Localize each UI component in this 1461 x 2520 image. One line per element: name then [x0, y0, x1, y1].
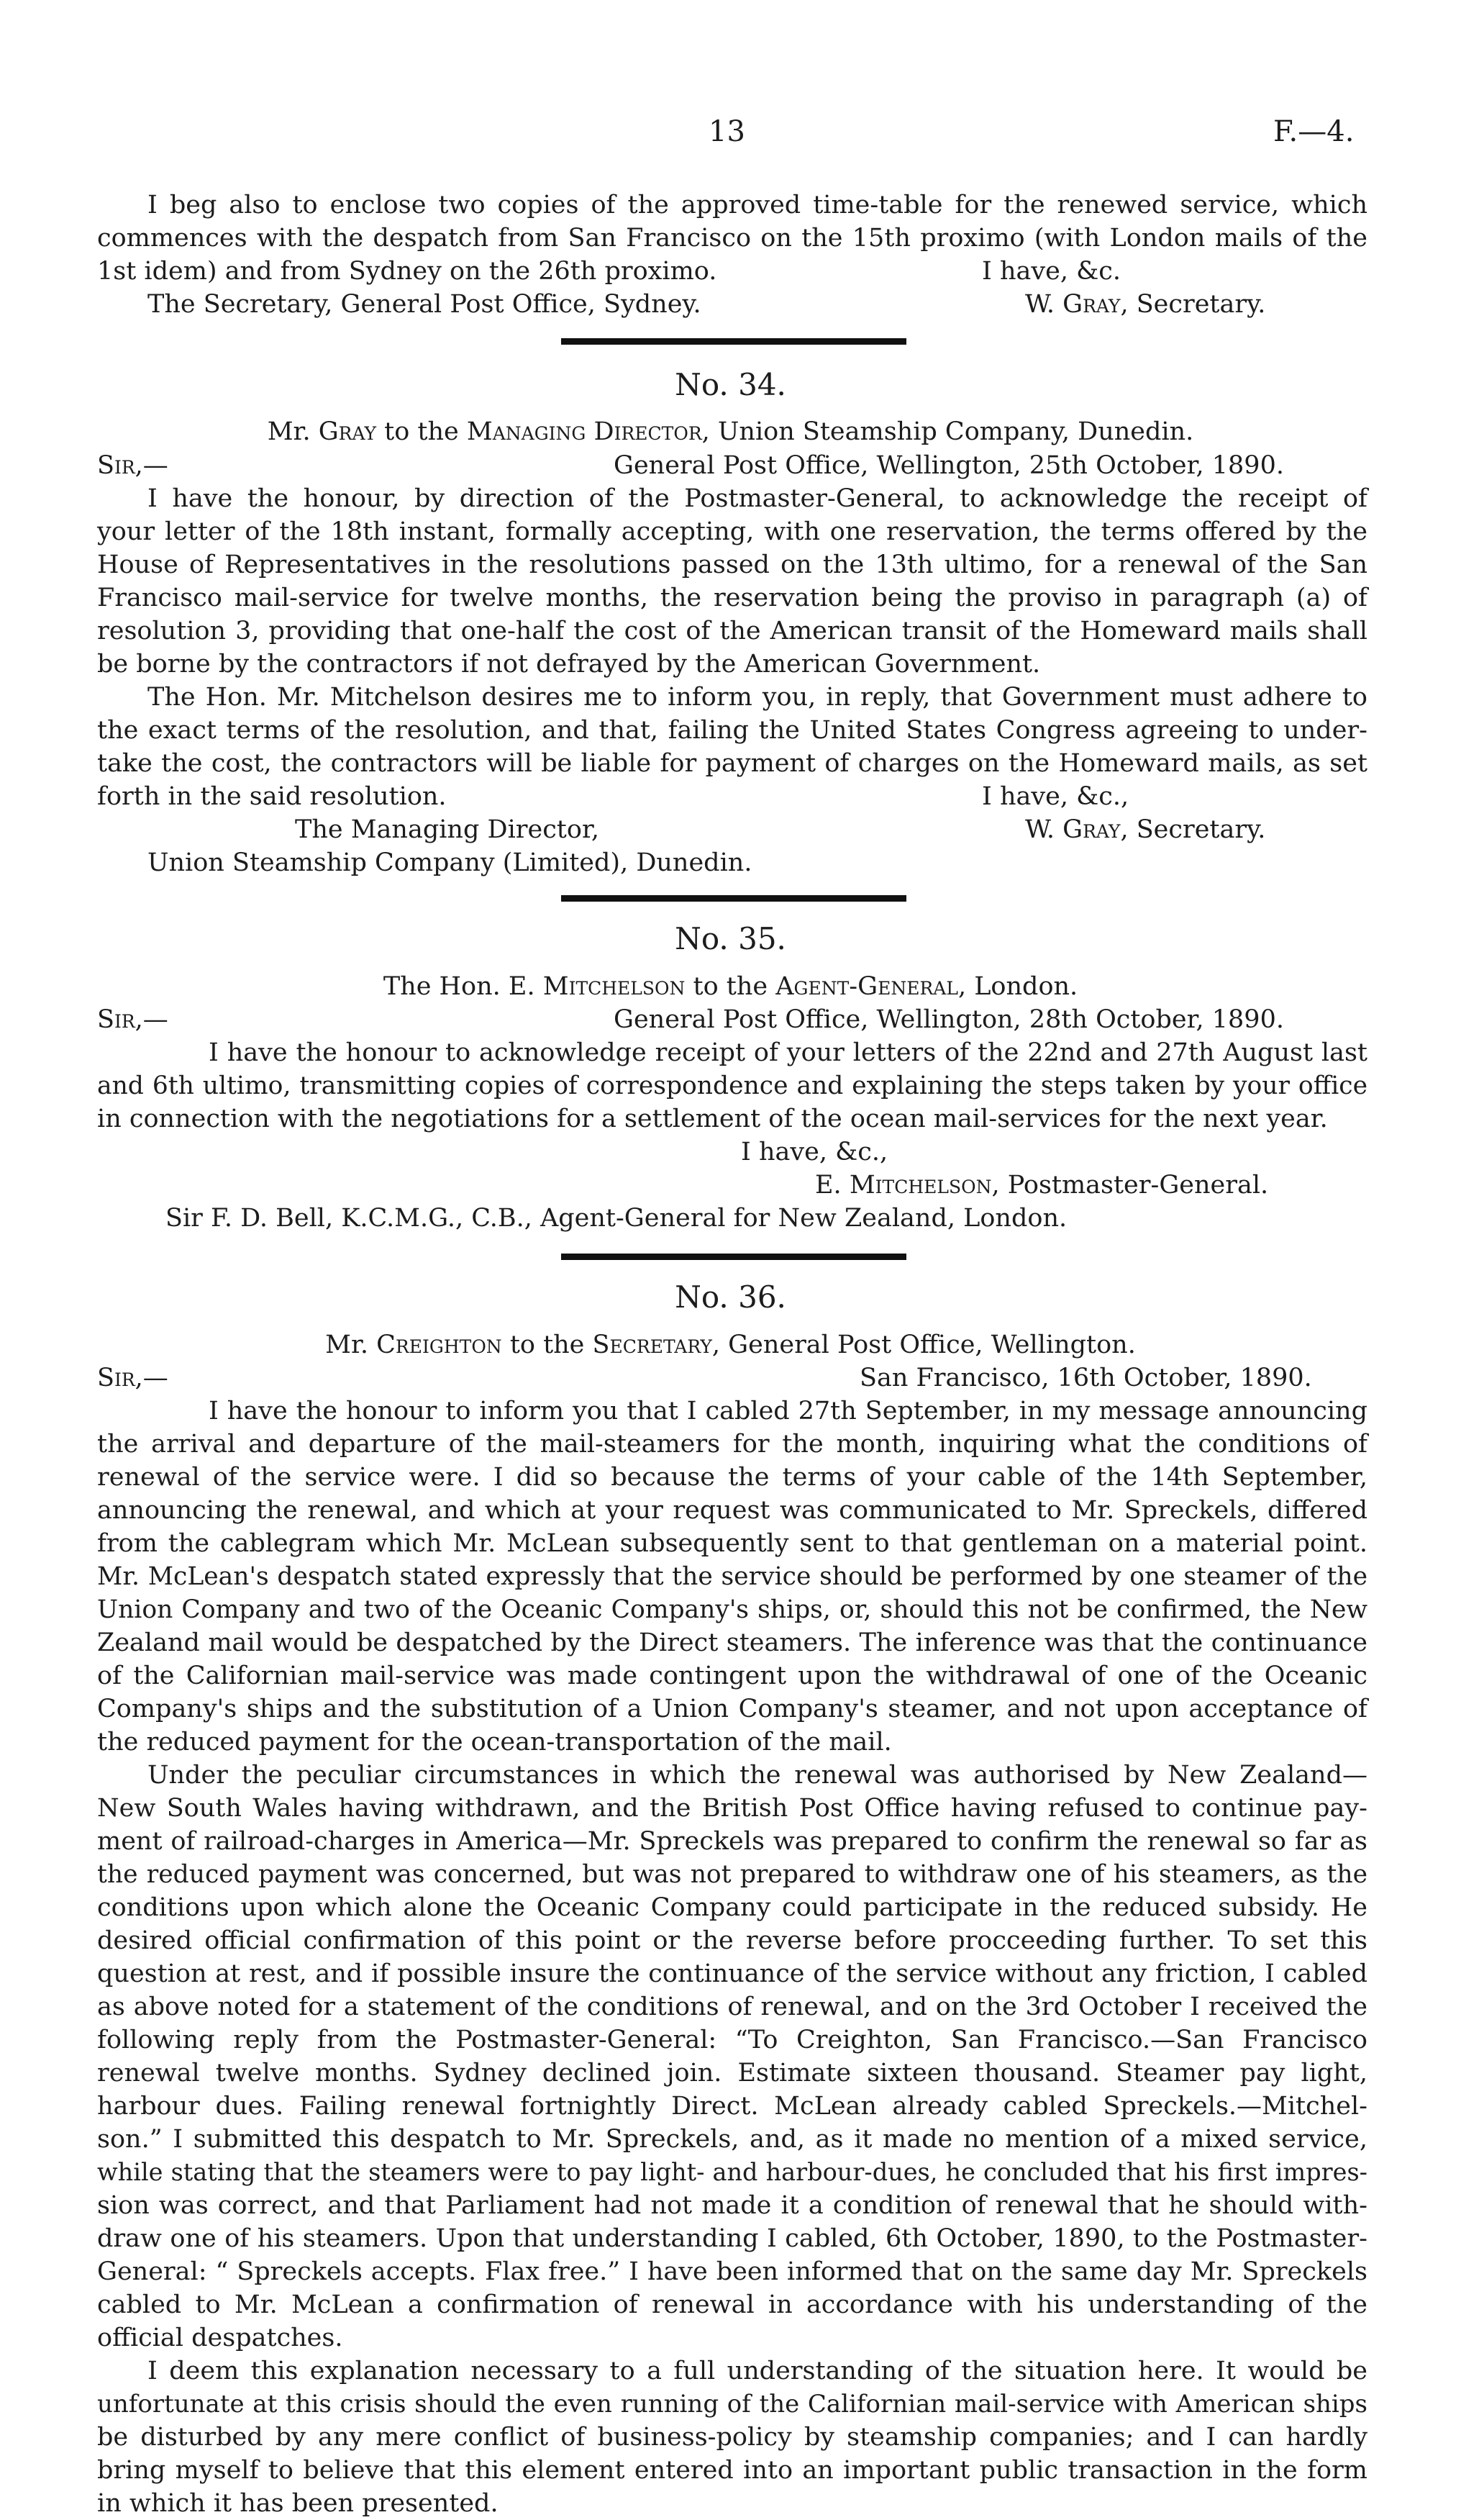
- text-line: 1st idem) and from Sydney on the 26th proximo.: [97, 257, 717, 286]
- text-line: announcing the renewal, and which at your request was communicated to Mr. Spreckels, differed: [97, 1496, 1367, 1525]
- text-line: I beg also to enclose two copies of the approved time-table for the renewed service, which: [147, 191, 1367, 219]
- text-line: take the cost, the contractors will be liable for payment of charges on the Homeward mails, as set: [97, 749, 1367, 778]
- text-line: I deem this explanation necessary to a full understanding of the situation here. It would be: [147, 2357, 1367, 2385]
- text-line: unfortunate at this crisis should the even running of the Californian mail-service with American ships: [97, 2390, 1367, 2419]
- letter-paragraph: [97, 681, 1367, 813]
- signature-title: , Secretary.: [1120, 290, 1266, 319]
- letter-from-to: The Hon. E. Mitchelson to the Agent-General, London.: [383, 972, 1078, 1001]
- letter-paragraph: [97, 482, 1367, 681]
- letter-paragraph: [97, 2354, 1367, 2520]
- letter-number: No. 34.: [675, 367, 786, 402]
- addressee: Union Steamship Company (Limited), Dunedin.: [147, 848, 752, 877]
- text-line: renewal twelve months. Sydney declined join. Estimate sixteen thousand. Steamer pay light,: [97, 2059, 1367, 2088]
- continuation-paragraph: [97, 189, 1367, 288]
- closing-phrase: I have, &c.: [982, 257, 1121, 286]
- text-line: following reply from the Postmaster-General: “To Creighton, San Francisco.—San Francisco: [97, 2026, 1367, 2054]
- text-line: conditions upon which alone the Oceanic Company could participate in the reduced subsidy. He: [97, 1893, 1367, 1922]
- text-line: question at rest, and if possible insure the continuance of the service without any friction, I cabled: [97, 1959, 1367, 1988]
- signature-title: , Postmaster-General.: [991, 1171, 1269, 1200]
- text-line: Francisco mail-service for twelve months, the reservation being the proviso in paragraph (a) of: [97, 584, 1367, 612]
- text-line: the exact terms of the resolution, and that, failing the United States Congress agreeing to under-: [97, 716, 1367, 745]
- text-line: resolution 3, providing that one-half the cost of the American transit of the Homeward mails shall: [97, 617, 1367, 645]
- text-line: of the Californian mail-service was made contingent upon the withdrawal of one of the Oceanic: [97, 1662, 1367, 1690]
- text-line: son.” I submitted this despatch to Mr. Spreckels, and, as it made no mention of a mixed service,: [97, 2125, 1367, 2154]
- text-line: General: “ Spreckels accepts. Flax free.” I have been informed that on the same day Mr. Spreckels: [97, 2257, 1367, 2286]
- letter-number: No. 36.: [675, 1279, 786, 1315]
- salutation: Sir,—: [97, 1364, 168, 1392]
- text-line: Mr. McLean's despatch stated expressly that the service should be performed by one steamer of the: [97, 1562, 1367, 1591]
- text-line: renewal of the service were. I did so because the terms of your cable of the 14th September,: [97, 1463, 1367, 1492]
- letter-paragraph: [97, 1395, 1367, 1759]
- letter-paragraph: [97, 1036, 1367, 1136]
- text-line: sion was correct, and that Parliament had not made it a condition of renewal that he should with-: [97, 2191, 1367, 2220]
- text-line: Company's ships and the substitution of a Union Company's steamer, and not upon acceptance of: [97, 1695, 1367, 1723]
- signature: [1025, 813, 1265, 846]
- addressee: The Managing Director,: [295, 815, 599, 844]
- place-date: General Post Office, Wellington, 25th October, 1890.: [614, 451, 1284, 480]
- section-divider: [561, 338, 906, 345]
- signature-prefix: E.: [815, 1171, 850, 1200]
- text-line: the arrival and departure of the mail-steamers for the month, inquiring what the conditions of: [97, 1430, 1367, 1459]
- salutation: Sir,—: [97, 451, 168, 480]
- text-line: Under the peculiar circumstances in which the renewal was authorised by New Zealand—: [147, 1761, 1367, 1790]
- text-line: harbour dues. Failing renewal fortnightly Direct. McLean already cabled Spreckels.—Mitchel-: [97, 2092, 1367, 2121]
- text-line: forth in the said resolution.: [97, 782, 447, 811]
- addressee: The Secretary, General Post Office, Sydney.: [147, 290, 701, 319]
- text-line: bring myself to believe that this element entered into an important public transaction in the form: [97, 2456, 1367, 2485]
- text-line: the reduced payment for the ocean-transportation of the mail.: [97, 1728, 892, 1757]
- text-line: Zealand mail would be despatched by the Direct steamers. The inference was that the continuance: [97, 1628, 1367, 1657]
- letter-number: No. 35.: [675, 921, 786, 956]
- text-line: I have the honour to inform you that I cabled 27th September, in my message announcing: [209, 1397, 1367, 1426]
- text-line: Union Company and two of the Oceanic Company's ships, or, should this not be confirmed, the New: [97, 1595, 1367, 1624]
- text-line: House of Representatives in the resolutions passed on the 13th ultimo, for a renewal of the San: [97, 550, 1367, 579]
- text-line: The Hon. Mr. Mitchelson desires me to inform you, in reply, that Government must adhere to: [147, 683, 1367, 712]
- text-line: in which it has been presented.: [97, 2489, 499, 2518]
- text-line: as above noted for a statement of the conditions of renewal, and on the 3rd October I received the: [97, 1993, 1367, 2021]
- document-reference: F.—4.: [1273, 115, 1355, 148]
- closing-phrase: I have, &c.,: [741, 1138, 888, 1166]
- signature: [815, 1169, 1268, 1202]
- text-line: your letter of the 18th instant, formally accepting, with one reservation, the terms offered by the: [97, 517, 1367, 546]
- text-line: New South Wales having withdrawn, and the British Post Office having refused to continue pay-: [97, 1794, 1367, 1823]
- letter-paragraph: [97, 1759, 1367, 2354]
- letter-from-to: Mr. Creighton to the Secretary, General Post Office, Wellington.: [325, 1331, 1136, 1359]
- text-line: commences with the despatch from San Francisco on the 15th proximo (with London mails of the: [97, 224, 1367, 253]
- place-date: San Francisco, 16th October, 1890.: [860, 1364, 1312, 1392]
- text-line: I have the honour, by direction of the Postmaster-General, to acknowledge the receipt of: [147, 484, 1367, 513]
- text-line: and 6th ultimo, transmitting copies of correspondence and explaining the steps taken by your office: [97, 1071, 1367, 1100]
- addressee: Sir F. D. Bell, K.C.M.G., C.B., Agent-General for New Zealand, London.: [165, 1204, 1068, 1233]
- text-line: cabled to Mr. McLean a confirmation of renewal in accordance with his understanding of the: [97, 2290, 1367, 2319]
- text-line: draw one of his steamers. Upon that understanding I cabled, 6th October, 1890, to the Postmaster-: [97, 2224, 1367, 2253]
- closing-phrase: I have, &c.,: [982, 782, 1129, 811]
- salutation: Sir,—: [97, 1005, 168, 1034]
- text-line: the reduced payment was concerned, but was not prepared to withdraw one of his steamers, as the: [97, 1860, 1367, 1889]
- signature-name: W. Gray: [1025, 815, 1121, 844]
- signature-name: W. Gray: [1025, 290, 1121, 319]
- text-line: desired official confirmation of this point or the reverse before procceeding further. To set this: [97, 1926, 1367, 1955]
- signature: [1025, 288, 1265, 321]
- text-line: from the cablegram which Mr. McLean subsequently sent to that gentleman on a material point.: [97, 1529, 1367, 1558]
- text-line: be borne by the contractors if not defrayed by the American Government.: [97, 650, 1041, 679]
- place-date: General Post Office, Wellington, 28th October, 1890.: [614, 1005, 1284, 1034]
- section-divider: [561, 895, 906, 902]
- text-line: I have the honour to acknowledge receipt of your letters of the 22nd and 27th August last: [209, 1038, 1367, 1067]
- signature-name: Mitchelson: [849, 1171, 992, 1200]
- letter-from-to: Mr. Gray to the Managing Director, Union Steamship Company, Dunedin.: [267, 417, 1194, 446]
- text-line: be disturbed by any mere conflict of business-policy by steamship companies; and I can hardly: [97, 2423, 1367, 2452]
- text-line: ment of railroad-charges in America—Mr. Spreckels was prepared to confirm the renewal so far as: [97, 1827, 1367, 1856]
- signature-title: , Secretary.: [1120, 815, 1266, 844]
- text-line: in connection with the negotiations for a settlement of the ocean mail-services for the next year.: [97, 1105, 1328, 1133]
- page-number: 13: [709, 115, 745, 148]
- section-divider: [561, 1254, 906, 1260]
- text-line: official despatches.: [97, 2324, 343, 2352]
- text-line: while stating that the steamers were to pay light- and harbour-dues, he concluded that his first impres-: [97, 2158, 1367, 2186]
